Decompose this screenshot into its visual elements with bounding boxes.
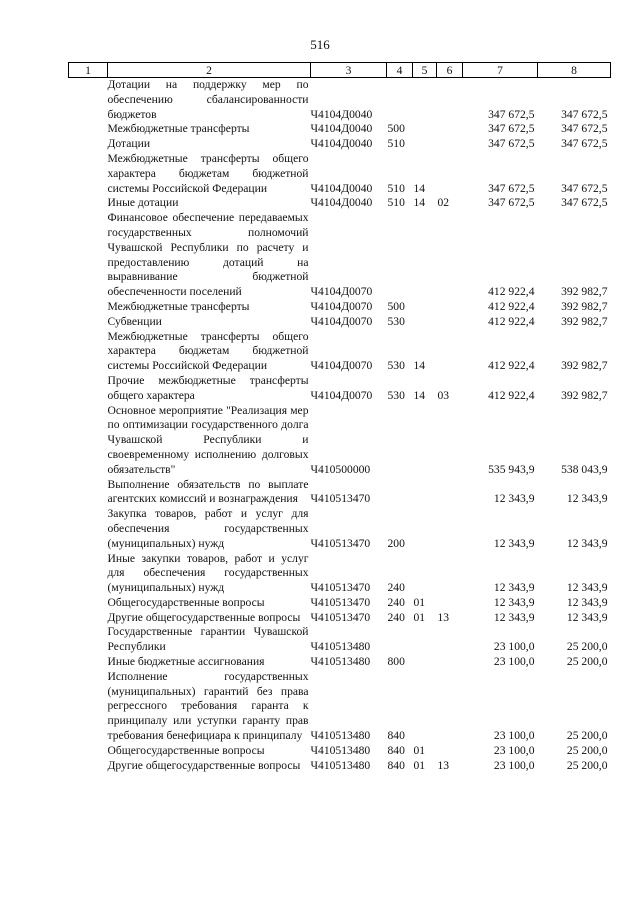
table-row xyxy=(69,137,611,152)
cell-name: Межбюджетные трансферты общего характера бюджетам бюджетной системы Российской Федерации xyxy=(107,151,309,195)
table-row xyxy=(69,300,611,315)
cell-name: Субвенции xyxy=(107,314,162,328)
cell-target-code: Ч410513480 xyxy=(310,758,371,772)
cell-amount-col8: 25 200,0 xyxy=(566,640,608,654)
cell-subsection xyxy=(437,655,463,670)
cell-section: 14 xyxy=(413,196,426,210)
cell-target-code: Ч410513480 xyxy=(310,743,371,757)
cell-amount-col8: 347 672,5 xyxy=(561,181,608,195)
table-row xyxy=(69,330,611,374)
cell-amount-col7: 12 343,9 xyxy=(493,536,535,550)
cell-blank xyxy=(69,507,108,551)
cell-blank xyxy=(69,655,108,670)
cell-subsection xyxy=(437,78,463,123)
cell-blank xyxy=(69,611,108,626)
cell-section xyxy=(413,478,437,508)
cell-expense-type xyxy=(387,78,413,123)
cell-target-code: Ч4104Д0040 xyxy=(310,181,373,195)
cell-expense-type: 500 xyxy=(387,299,405,313)
cell-expense-type: 200 xyxy=(387,536,405,550)
cell-amount-col7: 412 922,4 xyxy=(488,388,535,402)
cell-subsection xyxy=(437,596,463,611)
cell-amount-col8: 347 672,5 xyxy=(561,196,608,210)
cell-name: Государственные гарантии Чувашской Республики xyxy=(107,625,309,654)
table-row xyxy=(69,374,611,404)
cell-name: Иные дотации xyxy=(107,196,179,210)
cell-target-code: Ч410513470 xyxy=(310,610,371,624)
cell-subsection: 02 xyxy=(437,196,450,210)
cell-subsection xyxy=(437,137,463,152)
table-row xyxy=(69,404,611,478)
table-row xyxy=(69,596,611,611)
cell-amount-col7: 23 100,0 xyxy=(493,743,535,757)
header-col-6: 6 xyxy=(437,63,463,78)
cell-section: 14 xyxy=(413,359,426,373)
cell-expense-type: 240 xyxy=(387,581,405,595)
cell-section xyxy=(413,552,437,596)
cell-amount-col8: 392 982,7 xyxy=(561,285,608,299)
cell-blank xyxy=(69,670,108,744)
cell-target-code: Ч410513470 xyxy=(310,595,371,609)
cell-target-code: Ч4104Д0040 xyxy=(310,122,373,136)
cell-amount-col7: 412 922,4 xyxy=(488,314,535,328)
cell-target-code: Ч410513480 xyxy=(310,655,371,669)
header-row xyxy=(69,63,611,78)
cell-amount-col8: 347 672,5 xyxy=(561,122,608,136)
cell-target-code: Ч4104Д0070 xyxy=(310,299,373,313)
cell-name: Другие общегосударственные вопросы xyxy=(107,610,301,624)
header-col-1: 1 xyxy=(69,63,108,78)
cell-expense-type: 240 xyxy=(387,610,405,624)
cell-expense-type: 800 xyxy=(387,655,405,669)
cell-subsection xyxy=(437,625,463,655)
cell-amount-col8: 392 982,7 xyxy=(561,314,608,328)
cell-subsection xyxy=(437,744,463,759)
cell-amount-col7: 412 922,4 xyxy=(488,299,535,313)
table-row xyxy=(69,611,611,626)
cell-section xyxy=(413,404,437,478)
cell-target-code: Ч410513470 xyxy=(310,492,371,506)
table-row xyxy=(69,507,611,551)
cell-expense-type xyxy=(387,478,413,508)
cell-subsection: 13 xyxy=(437,610,450,624)
cell-subsection: 13 xyxy=(437,758,450,772)
cell-section xyxy=(413,655,437,670)
cell-blank xyxy=(69,137,108,152)
cell-amount-col8: 538 043,9 xyxy=(561,462,608,476)
budget-table xyxy=(68,62,611,773)
cell-blank xyxy=(69,374,108,404)
table-row xyxy=(69,625,611,655)
cell-target-code: Ч410500000 xyxy=(310,462,371,476)
cell-blank xyxy=(69,315,108,330)
cell-blank xyxy=(69,330,108,374)
cell-amount-col7: 12 343,9 xyxy=(493,492,535,506)
cell-amount-col8: 392 982,7 xyxy=(561,388,608,402)
table-header xyxy=(69,63,611,78)
cell-name: Другие общегосударственные вопросы xyxy=(107,758,301,772)
cell-blank xyxy=(69,211,108,300)
cell-subsection xyxy=(437,404,463,478)
cell-expense-type: 240 xyxy=(387,595,405,609)
cell-target-code: Ч410513480 xyxy=(310,640,371,654)
cell-name: Финансовое обеспечение передаваемых государственных полномочий Чувашской Республики по расчету и предоставлению дотаций на выравнивание бюджетной обеспеченности поселений xyxy=(107,211,309,299)
cell-target-code: Ч4104Д0040 xyxy=(310,107,373,121)
page-number: 516 xyxy=(310,37,330,52)
cell-name: Общегосударственные вопросы xyxy=(107,743,265,757)
cell-section xyxy=(413,670,437,744)
table-row xyxy=(69,315,611,330)
cell-target-code: Ч4104Д0070 xyxy=(310,388,373,402)
cell-section xyxy=(413,507,437,551)
cell-section xyxy=(413,137,437,152)
cell-amount-col7: 347 672,5 xyxy=(488,196,535,210)
cell-section xyxy=(413,300,437,315)
cell-target-code: Ч4104Д0040 xyxy=(310,137,373,151)
cell-blank xyxy=(69,552,108,596)
cell-expense-type: 840 xyxy=(387,743,405,757)
header-col-8: 8 xyxy=(538,63,611,78)
cell-amount-col8: 25 200,0 xyxy=(566,743,608,757)
cell-target-code: Ч410513470 xyxy=(310,536,371,550)
cell-expense-type: 530 xyxy=(387,388,405,402)
cell-amount-col7: 347 672,5 xyxy=(488,107,535,121)
cell-subsection xyxy=(437,507,463,551)
cell-section xyxy=(413,315,437,330)
cell-amount-col8: 12 343,9 xyxy=(566,536,608,550)
cell-amount-col7: 412 922,4 xyxy=(488,285,535,299)
cell-expense-type: 510 xyxy=(387,137,405,151)
header-col-4: 4 xyxy=(387,63,413,78)
cell-target-code: Ч410513480 xyxy=(310,729,371,743)
cell-blank xyxy=(69,78,108,123)
cell-amount-col7: 347 672,5 xyxy=(488,137,535,151)
cell-subsection xyxy=(437,300,463,315)
cell-section: 01 xyxy=(413,610,426,624)
cell-name: Дотации на поддержку мер по обеспечению сбалансированности бюджетов xyxy=(107,78,309,121)
cell-target-code: Ч4104Д0070 xyxy=(310,285,373,299)
cell-amount-col8: 392 982,7 xyxy=(561,359,608,373)
cell-subsection xyxy=(437,122,463,137)
cell-amount-col7: 12 343,9 xyxy=(493,610,535,624)
cell-target-code: Ч4104Д0070 xyxy=(310,359,373,373)
cell-section xyxy=(413,122,437,137)
cell-subsection xyxy=(437,478,463,508)
table-row xyxy=(69,152,611,196)
cell-amount-col8: 12 343,9 xyxy=(566,610,608,624)
cell-expense-type xyxy=(387,404,413,478)
header-col-3: 3 xyxy=(311,63,387,78)
table-row xyxy=(69,478,611,508)
cell-blank xyxy=(69,122,108,137)
cell-section xyxy=(413,78,437,123)
cell-name: Межбюджетные трансферты xyxy=(107,122,250,136)
cell-name: Межбюджетные трансферты общего характера бюджетам бюджетной системы Российской Федерации xyxy=(107,329,309,373)
cell-name: Межбюджетные трансферты xyxy=(107,299,250,313)
cell-name: Выполнение обязательств по выплате агентских комиссий и вознаграждения xyxy=(107,477,309,506)
cell-section: 14 xyxy=(413,388,426,402)
cell-blank xyxy=(69,759,108,774)
table-row xyxy=(69,78,611,123)
cell-expense-type: 840 xyxy=(387,729,405,743)
cell-amount-col7: 535 943,9 xyxy=(488,462,535,476)
cell-amount-col8: 25 200,0 xyxy=(566,729,608,743)
cell-name: Дотации xyxy=(107,137,151,151)
cell-amount-col8: 12 343,9 xyxy=(566,581,608,595)
cell-amount-col7: 23 100,0 xyxy=(493,758,535,772)
cell-expense-type: 530 xyxy=(387,314,405,328)
cell-amount-col7: 412 922,4 xyxy=(488,359,535,373)
header-col-2: 2 xyxy=(108,63,311,78)
cell-expense-type: 530 xyxy=(387,359,405,373)
cell-amount-col8: 12 343,9 xyxy=(566,492,608,506)
cell-blank xyxy=(69,596,108,611)
cell-subsection xyxy=(437,670,463,744)
cell-subsection xyxy=(437,315,463,330)
cell-target-code: Ч4104Д0040 xyxy=(310,196,373,210)
table-row xyxy=(69,655,611,670)
cell-subsection xyxy=(437,330,463,374)
cell-amount-col7: 12 343,9 xyxy=(493,581,535,595)
cell-amount-col7: 12 343,9 xyxy=(493,595,535,609)
cell-expense-type xyxy=(387,625,413,655)
cell-amount-col7: 23 100,0 xyxy=(493,640,535,654)
cell-amount-col7: 23 100,0 xyxy=(493,729,535,743)
cell-amount-col8: 25 200,0 xyxy=(566,655,608,669)
cell-amount-col7: 23 100,0 xyxy=(493,655,535,669)
table-body xyxy=(69,78,611,774)
cell-section: 01 xyxy=(413,758,426,772)
cell-section: 14 xyxy=(413,181,426,195)
cell-name: Основное мероприятие "Реализация мер по оптимизации государственного долга Чувашской Республики и своевременному исполнению долговых обязательств" xyxy=(107,403,309,476)
cell-name: Прочие межбюджетные трансферты общего характера xyxy=(107,373,309,402)
table-row xyxy=(69,122,611,137)
cell-subsection xyxy=(437,552,463,596)
cell-subsection xyxy=(437,211,463,300)
cell-expense-type: 500 xyxy=(387,122,405,136)
cell-amount-col8: 25 200,0 xyxy=(566,758,608,772)
header-col-5: 5 xyxy=(413,63,437,78)
header-col-7: 7 xyxy=(463,63,538,78)
table-row xyxy=(69,552,611,596)
cell-amount-col7: 347 672,5 xyxy=(488,181,535,195)
cell-blank xyxy=(69,625,108,655)
cell-amount-col8: 347 672,5 xyxy=(561,107,608,121)
cell-amount-col8: 347 672,5 xyxy=(561,137,608,151)
cell-section: 01 xyxy=(413,743,426,757)
cell-blank xyxy=(69,478,108,508)
cell-name: Закупка товаров, работ и услуг для обеспечения государственных (муниципальных) нужд xyxy=(107,507,309,550)
cell-blank xyxy=(69,152,108,196)
cell-expense-type: 510 xyxy=(387,196,405,210)
cell-amount-col7: 347 672,5 xyxy=(488,122,535,136)
cell-target-code: Ч4104Д0070 xyxy=(310,314,373,328)
cell-name: Исполнение государственных (муниципальных) гарантий без права регрессного требования гаранта к принципалу или уступки гаранту прав требования бенефициара к принципалу xyxy=(107,669,309,743)
cell-amount-col8: 392 982,7 xyxy=(561,299,608,313)
cell-section: 01 xyxy=(413,595,426,609)
cell-blank xyxy=(69,744,108,759)
cell-subsection xyxy=(437,152,463,196)
cell-blank xyxy=(69,300,108,315)
cell-section xyxy=(413,625,437,655)
cell-name: Иные бюджетные ассигнования xyxy=(107,655,265,669)
cell-expense-type: 510 xyxy=(387,181,405,195)
cell-amount-col8: 12 343,9 xyxy=(566,595,608,609)
cell-name: Общегосударственные вопросы xyxy=(107,595,265,609)
table-row xyxy=(69,744,611,759)
cell-subsection: 03 xyxy=(437,388,450,402)
table-row xyxy=(69,211,611,300)
table-row xyxy=(69,196,611,211)
cell-blank xyxy=(69,196,108,211)
table-row xyxy=(69,670,611,744)
cell-section xyxy=(413,211,437,300)
cell-target-code: Ч410513470 xyxy=(310,581,371,595)
cell-blank xyxy=(69,404,108,478)
table-row xyxy=(69,759,611,774)
cell-expense-type: 840 xyxy=(387,758,405,772)
cell-expense-type xyxy=(387,211,413,300)
cell-name: Иные закупки товаров, работ и услуг для обеспечения государственных (муниципальных) нужд xyxy=(107,551,309,595)
